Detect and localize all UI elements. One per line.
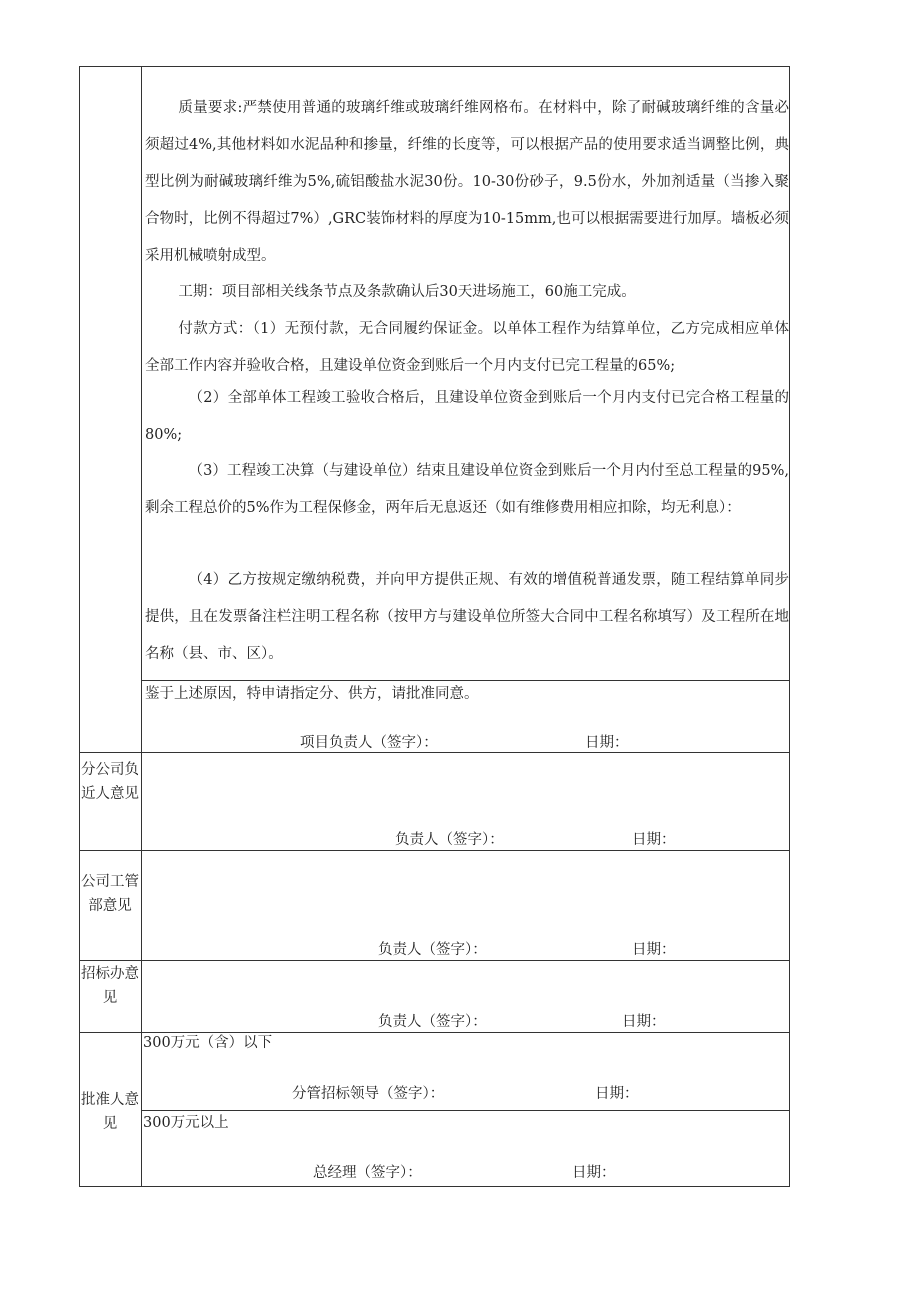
approval-tier-above-300: 300万元以上 [143,1115,229,1131]
bidding-leader-signature: 分管招标领导（签字）： [292,1086,445,1102]
request-statement: 鉴于上述原因，特申请指定分、供方，请批准同意。 [145,686,479,702]
project-manager-date: 日期： [585,735,629,751]
bidding-date: 日期： [622,1014,666,1030]
engineering-signature: 负责人（签字）： [378,942,487,958]
quality-requirements: 质量要求:严禁使用普通的玻璃纤维或玻璃纤维网格布。在材料中，除了耐碱玻璃纤维的含量必须超过4%,其他材料如水泥品种和掺量，纤维的长度等，可以根据产品的使用要求适当调整比例，典型比例为耐碱玻璃纤维为5%,硫铝酸盐水泥30份。10-30份砂子，9.5份水，外加剂适量（当掺入聚合物时，比例不得超过7%）,GRC装饰材料的厚度为10-15mm,也可以根据需要进行加厚。墙板必须采用机械喷射成型。 [145,100,789,264]
row-divider [141,680,790,681]
branch-signature: 负责人（签字）： [395,832,504,848]
column-divider [141,66,142,1187]
engineering-opinion-label: 公司工管部意见 [81,874,139,914]
general-manager-date: 日期： [572,1165,616,1181]
project-manager-signature: 项目负责人（签字）： [300,735,438,751]
payment-term-1: 付款方式：（1）无预付款，无合同履约保证金。以单体工程作为结算单位，乙方完成相应单体全部工作内容并验收合格，且建设单位资金到账后一个月内支付已完工程量的65%; [145,321,789,374]
row-divider [79,960,790,961]
engineering-date: 日期： [632,942,676,958]
row-divider [79,850,790,851]
payment-term-4: （4）乙方按规定缴纳税费，并向甲方提供正规、有效的增值税普通发票，随工程结算单同步提供，且在发票备注栏注明工程名称（按甲方与建设单位所签大合同中工程名称填写）及工程所在地名称（县、市、区）。 [145,572,789,662]
branch-opinion-label: 分公司负近人意见 [81,762,139,802]
construction-period: 工期：项目部相关线条节点及条款确认后30天进场施工，60施工完成。 [178,284,636,300]
payment-term-2: （2）全部单体工程竣工验收合格后，且建设单位资金到账后一个月内支付已完合格工程量的80%; [145,390,789,443]
row-divider [141,1110,790,1111]
bidding-opinion-label: 招标办意见 [81,966,139,1006]
general-manager-signature: 总经理（签字）： [313,1165,422,1181]
payment-term-3: （3）工程竣工决算（与建设单位）结束且建设单位资金到账后一个月内付至总工程量的95%,剩余工程总价的5%作为工程保修金，两年后无息返还（如有维修费用相应扣除，均无利息）： [145,463,789,516]
bidding-leader-date: 日期： [595,1086,639,1102]
approval-tier-below-300: 300万元（含）以下 [143,1035,273,1051]
branch-date: 日期： [632,832,676,848]
bidding-signature: 负责人（签字）： [378,1014,487,1030]
approver-opinion-label: 批准人意见 [81,1092,139,1132]
